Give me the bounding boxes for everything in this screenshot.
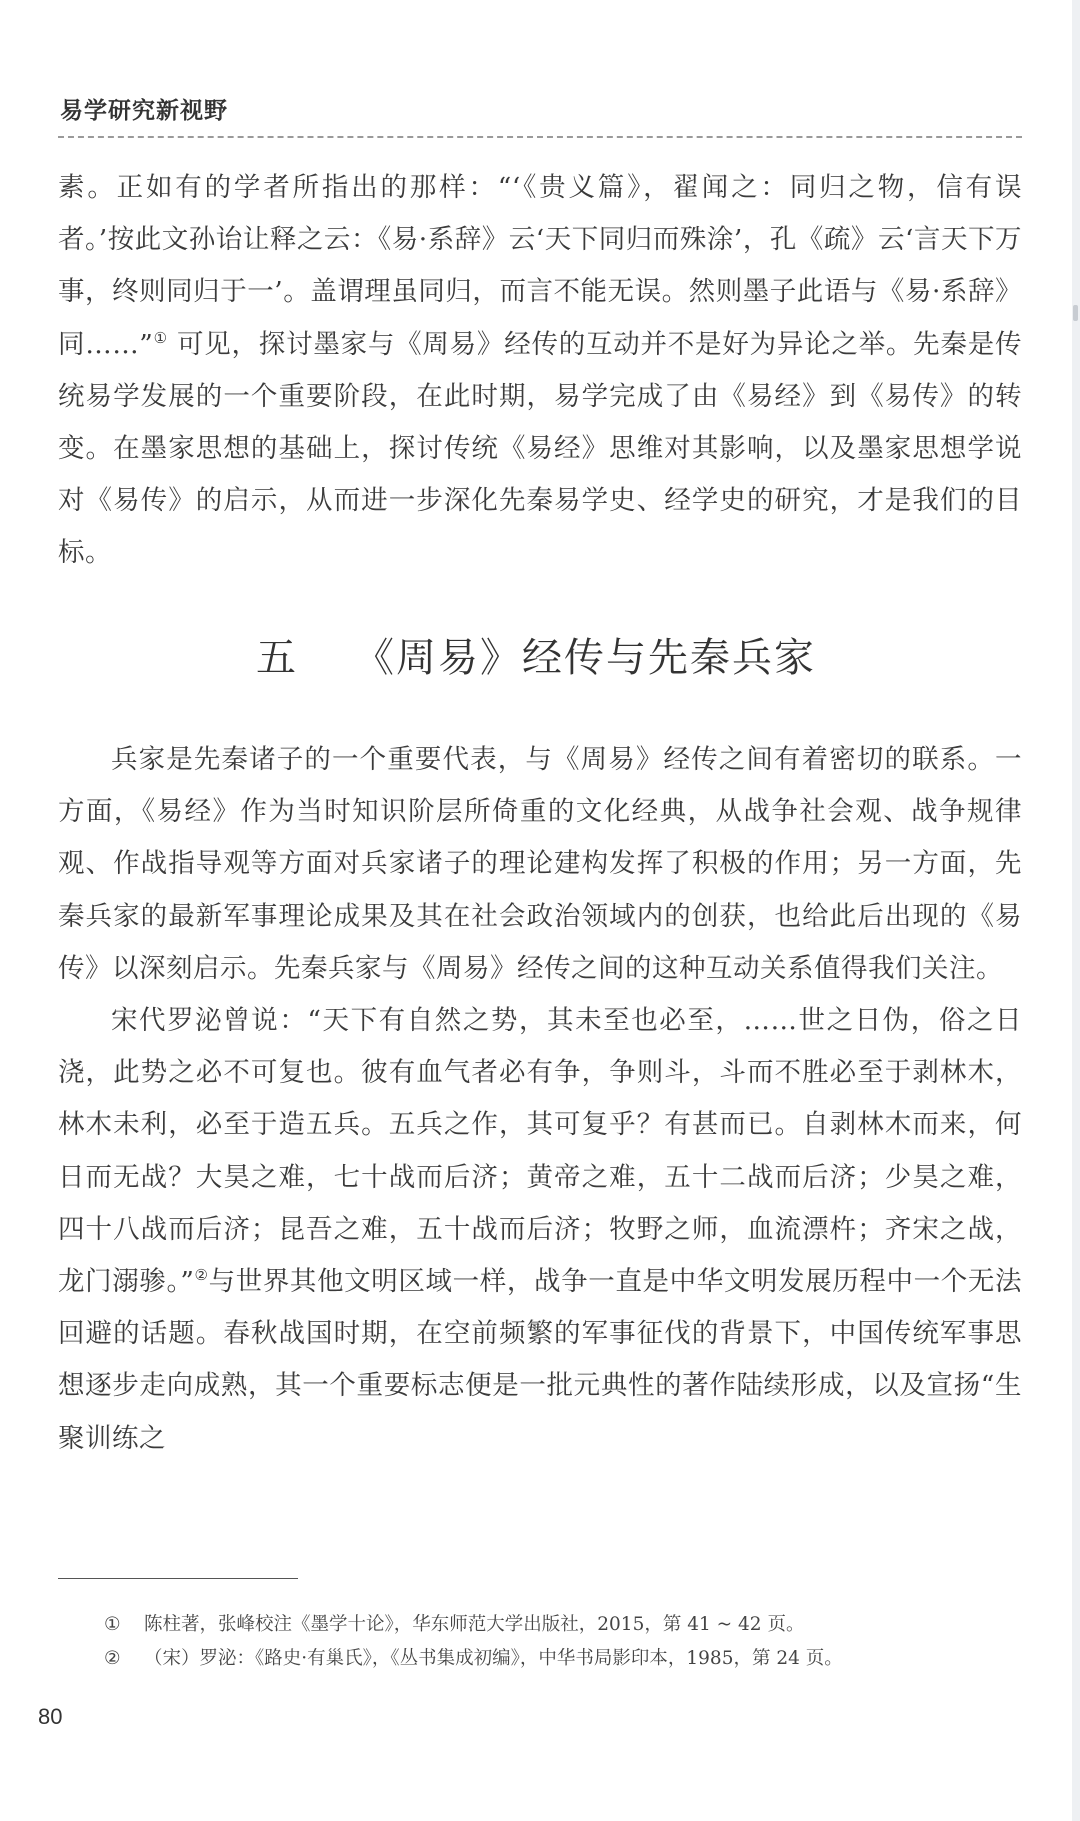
page-number: 80 bbox=[38, 1704, 63, 1729]
footnote-1 bbox=[104, 1608, 1024, 1642]
footnote-ref-1[interactable]: ① bbox=[153, 328, 168, 347]
paragraph: 兵家是先秦诸子的一个重要代表，与《周易》经传之间有着密切的联系。一方面，《易经》作为当时知识阶层所倚重的文化经典，从战争社会观、战争规律观、作战指导观等方面对兵家诸子的理论建构发挥了积极的作用；另一方面，先秦兵家的最新军事理论成果及其在社会政治领域内的创获，也给此后出现的《易传》以深刻启示。先秦兵家与《周易》经传之间的这种互动关系值得我们关注。 bbox=[58, 744, 1022, 984]
section-title: 《周易》经传与先秦兵家 bbox=[354, 635, 816, 681]
footnote-mark: ① bbox=[104, 1614, 121, 1635]
footnote-ref-2[interactable]: ② bbox=[194, 1266, 209, 1285]
footnote-mark: ② bbox=[104, 1648, 121, 1669]
paragraph-text-part-2: 可见，探讨墨家与《周易》经传的互动并不是好为异论之举。先秦是传统易学发展的一个重要阶段，在此时期，易学完成了由《易经》到《易传》的转变。在墨家思想的基础上，探讨传统《易经》思维对其影响，以及墨家思想学说对《易传》的启示，从而进一步深化先秦易学史、经学史的研究，才是我们的目标。 bbox=[58, 328, 1022, 569]
quote-text: 宋代罗泌曾说：“天下有自然之势，其未至也必至，……世之日伪，俗之日浇，此势之必不可复也。彼有血气者必有争，争则斗，斗而不胜必至于剥林木，林木未利，必至于造五兵。五兵之作，其可复乎？有甚而已。自剥林木而来，何日而无战？大昊之难，七十战而后济；黄帝之难，五十二战而后济；少昊之难，四十八战而后济；昆吾之难，五十战而后济；牧野之师，血流漂杵；齐宋之战，龙门溺骖。” bbox=[58, 1005, 1022, 1298]
footnotes bbox=[104, 1608, 1024, 1676]
section-body bbox=[58, 734, 1022, 1465]
running-head: 易学研究新视野 bbox=[60, 97, 228, 124]
section-heading bbox=[0, 626, 1072, 683]
paragraph-text-continued: 与世界其他文明区域一样，战争一直是中华文明发展历程中一个无法回避的话题。春秋战国时期，在空前频繁的军事征伐的背景下，中国传统军事思想逐步走向成熟，其一个重要标志便是一批元典性的著作陆续形成，以及宣扬“生聚训练之 bbox=[58, 1266, 1022, 1454]
paragraph-text-part-1: 素。正如有的学者所指出的那样：“‘《贵义篇》，翟闻之：同归之物，信有误者。’按此文孙诒让释之云：《易·系辞》云‘天下同归而殊涂’，孔《疏》云‘言天下万事，终则同归于一’。盖谓理虽同归，而言不能无误。然则墨子此语与《易·系辞》同……” bbox=[58, 172, 1022, 360]
footnote-2 bbox=[104, 1642, 1024, 1676]
footnote-text: 陈柱著，张峰校注《墨学十论》，华东师范大学出版社，2015，第 41 ~ 42 页。 bbox=[144, 1614, 805, 1635]
paragraph bbox=[58, 995, 1022, 1465]
section-number: 五 bbox=[256, 635, 298, 681]
scrollbar-thumb[interactable] bbox=[1073, 305, 1078, 321]
continued-paragraph bbox=[58, 162, 1022, 580]
footnote-separator bbox=[58, 1578, 298, 1579]
header-rule bbox=[58, 136, 1022, 138]
footnote-text: （宋）罗泌：《路史·有巢氏》，《丛书集成初编》，中华书局影印本，1985，第 24 页。 bbox=[144, 1648, 843, 1669]
scrollbar-track[interactable] bbox=[1072, 0, 1080, 1821]
